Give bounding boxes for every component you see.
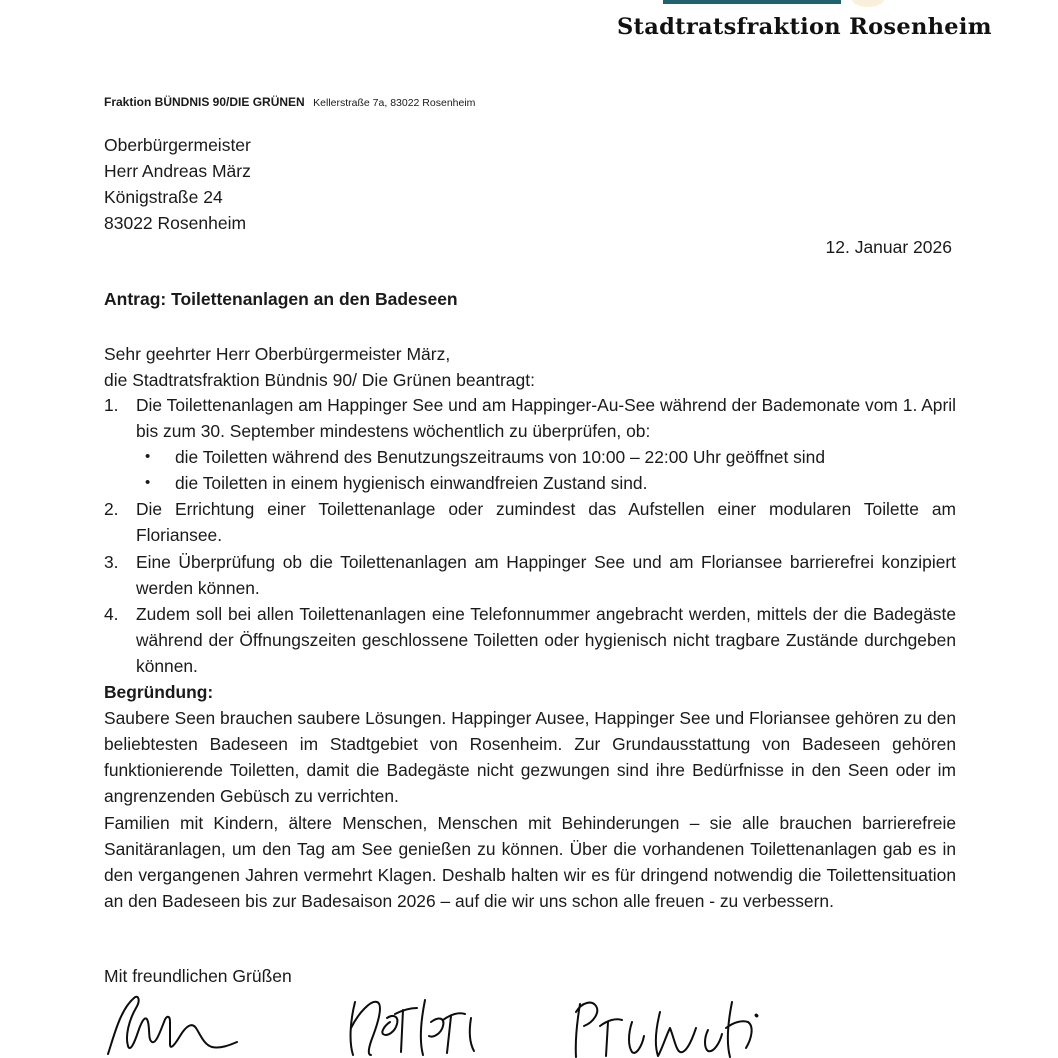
salutation-line: die Stadtratsfraktion Bündnis 90/ Die Grünen beantragt: [104, 370, 535, 391]
request-item-2 [104, 496, 956, 548]
salutation-block [104, 341, 535, 393]
signature-row [100, 992, 840, 1058]
request-number: 1. [104, 395, 119, 415]
subject-line: Antrag: Toilettenanlagen an den Badeseen [104, 289, 458, 309]
justification-paragraph: Familien mit Kindern, ältere Menschen, Menschen mit Behinderungen – sie alle brauchen barrierefreie Sanitäranlagen, um den Tag am See genießen zu können. Über die vorhandenen Toilettenanlagen gab es in den vergangenen Jahren vermehrt Klagen. Deshalb halten wir es für dringend notwendig die Toilettensituation an den Badeseen bis zur Badesaison 2026 – auf die wir uns schon alle freuen - zu verbessern. [104, 812, 956, 911]
date-line: 12. Januar 2026 [825, 237, 952, 257]
request-number: 2. [104, 499, 119, 520]
request-text: Die Toilettenanlagen am Happinger See und am Happinger-Au-See während der Bademonate vom 1. April bis zum 30. September mindestens wöchentlich zu überprüfen, ob: [136, 395, 956, 442]
bullet-item [104, 444, 956, 470]
recipient-block [104, 132, 251, 236]
request-item-4 [104, 601, 956, 679]
bullet-marker-icon: • [145, 448, 151, 466]
handwritten-signature-3 [568, 992, 778, 1058]
request-text: Die Errichtung einer Toilettenanlage oder zumindest das Aufstellen einer modularen Toilette am Floriansee. [136, 499, 956, 546]
justification-heading: Begründung: [104, 682, 214, 703]
recipient-line: Königstraße 24 [104, 187, 223, 207]
logo-underline-bar [663, 0, 841, 4]
bullet-text: die Toiletten in einem hygienisch einwandfreien Zustand sind. [175, 473, 648, 494]
request-text: Zudem soll bei allen Toilettenanlagen eine Telefonnummer angebracht werden, mittels der die Badegäste während der Öffnungszeiten geschlossene Toiletten oder hygienisch nicht tragbare Zustände durchgeben können. [136, 603, 956, 676]
recipient-line: Herr Andreas März [104, 161, 251, 181]
request-number: 4. [104, 603, 119, 624]
request-item-1 [104, 392, 956, 444]
salutation-line: Sehr geehrter Herr Oberbürgermeister März, [104, 344, 451, 364]
sender-line [104, 93, 475, 111]
bullet-item [104, 470, 956, 496]
recipient-line: Oberbürgermeister [104, 135, 251, 155]
bullet-marker-icon: • [145, 474, 151, 492]
org-title: Stadtratsfraktion Rosenheim [617, 14, 992, 40]
request-text: Eine Überprüfung ob die Toilettenanlagen am Happinger See und am Floriansee barrierefrei konzipiert werden können. [136, 551, 956, 598]
handwritten-signature-1 [100, 992, 240, 1058]
bullet-text: die Toiletten während des Benutzungszeitraums von 10:00 – 22:00 Uhr geöffnet sind [175, 447, 826, 468]
recipient-line: 83022 Rosenheim [104, 213, 247, 233]
letter-body [104, 392, 956, 914]
request-number: 3. [104, 551, 119, 572]
sender-faction: Fraktion BÜNDNIS 90/DIE GRÜNEN [104, 95, 305, 109]
handwritten-signature-2 [343, 992, 483, 1058]
party-logo-fragment-icon [852, 0, 884, 7]
closing-line: Mit freundlichen Grüßen [104, 966, 292, 986]
sender-address: Kellerstraße 7a, 83022 Rosenheim [313, 97, 476, 109]
request-item-3 [104, 549, 956, 601]
justification-paragraph: Saubere Seen brauchen saubere Lösungen. Happinger Ausee, Happinger See und Floriansee gehören zu den beliebtesten Badeseen im Stadtgebiet von Rosenheim. Zur Grundausstattung von Badeseen gehören funktionierende Toiletten, damit die Badegäste nicht gezwungen sind ihre Bedürfnisse in den Seen oder im angrenzenden Gebüsch zu verrichten. [104, 708, 956, 807]
